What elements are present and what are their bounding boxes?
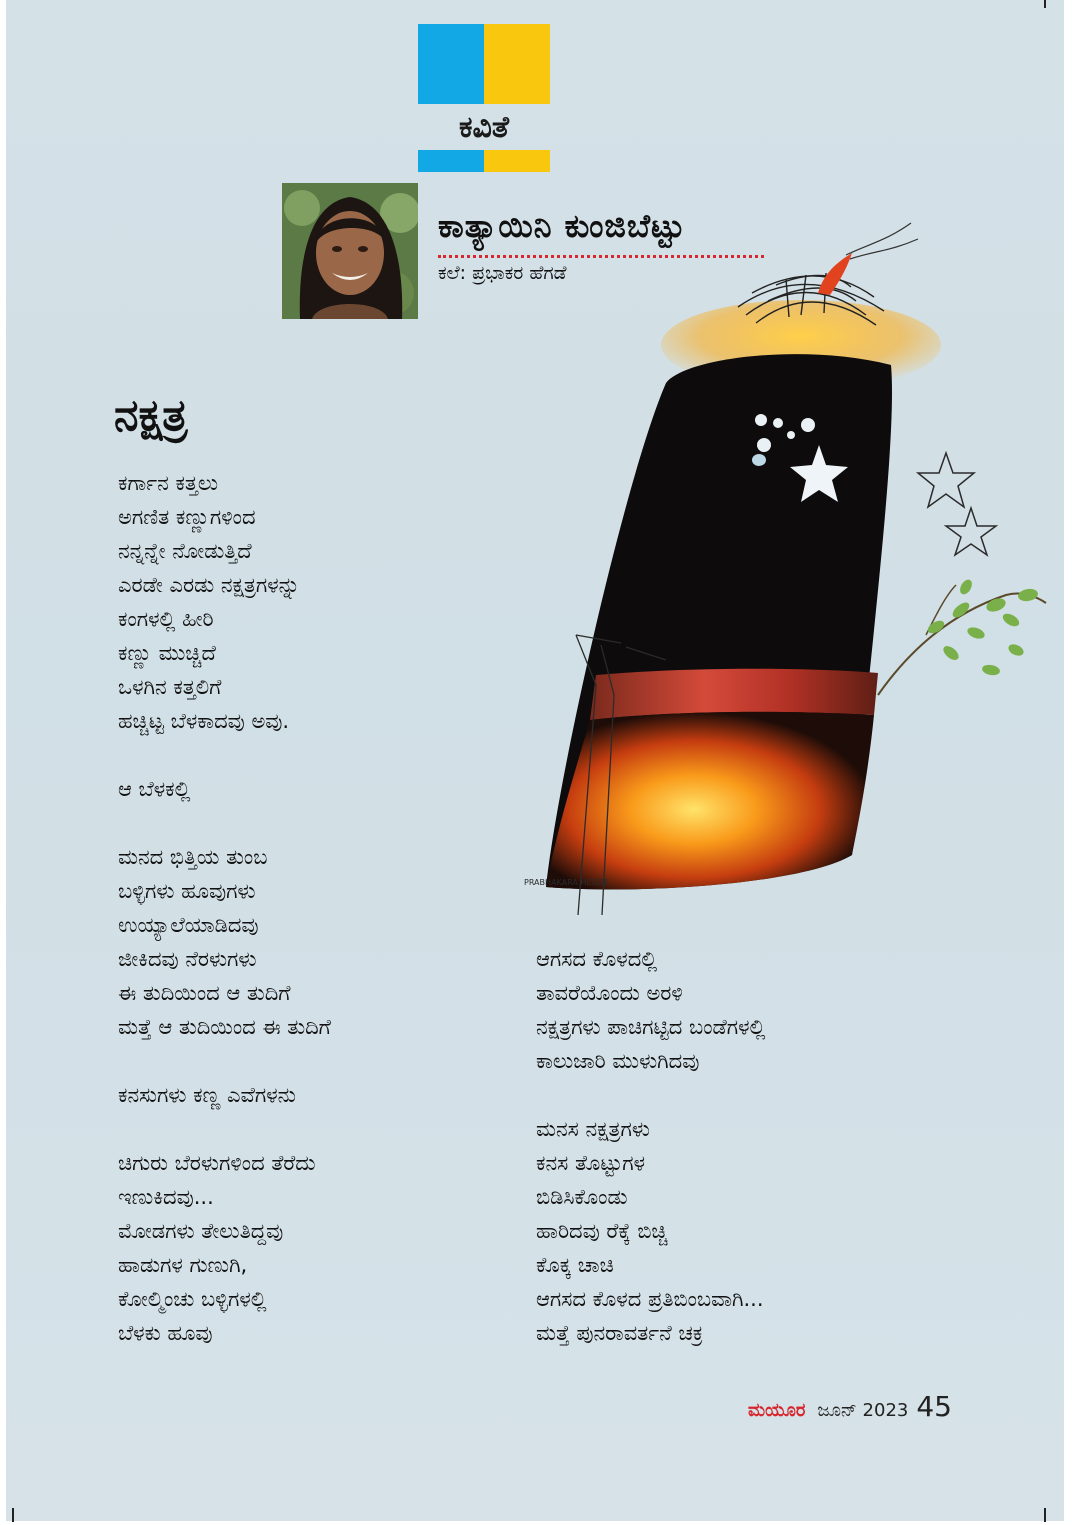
poem-line: ಕಾಲುಜಾರಿ ಮುಳುಗಿದವು — [536, 1049, 700, 1073]
badge-yellow-block — [484, 24, 550, 104]
badge-top-bar — [418, 24, 550, 104]
poem-line: ಮತ್ತೆ ಆ ತುದಿಯಿಂದ ಈ ತುದಿಗೆ — [118, 1015, 331, 1039]
art-credit: ಕಲೆ: ಪ್ರಭಾಕರ ಹೆಗಡೆ — [438, 262, 567, 284]
stanza-break — [118, 806, 331, 840]
poem-right-column — [536, 942, 765, 1350]
poem-line: ಈ ತುದಿಯಿಂದ ಆ ತುದಿಗೆ — [118, 981, 291, 1005]
poem-line: ತಾವರೆಯೊಂದು ಅರಳಿ — [536, 981, 683, 1005]
poem-line: ನಕ್ಷತ್ರಗಳು ಪಾಚಿಗಟ್ಟಿದ ಬಂಡೆಗಳಲ್ಲಿ — [536, 1015, 766, 1039]
poem-line: ಹಚ್ಚಿಟ್ಟ ಬೆಳಕಾದವು ಅವು. — [118, 709, 290, 733]
author-name: ಕಾತ್ಯಾಯಿನಿ ಕುಂಜಿಬೆಟ್ಟು — [438, 207, 686, 245]
poem-line: ಮನಸ ನಕ್ಷತ್ರಗಳು — [536, 1117, 650, 1141]
illustration — [506, 215, 1051, 930]
poem-line: ಆಗಸದ ಕೊಳದ ಪ್ರತಿಬಿಂಬವಾಗಿ... — [536, 1287, 764, 1311]
section-badge — [418, 24, 550, 172]
author-photo — [282, 183, 418, 319]
poem-left-column — [118, 466, 331, 1350]
poem-line: ಆಗಸದ ಕೊಳದಲ್ಲಿ — [536, 947, 658, 971]
poem-line: ಹಾರಿದವು ರೆಕ್ಕೆ ಬಿಚ್ಚಿ — [536, 1219, 668, 1243]
poem-line: ಕೊಕ್ಕ ಚಾಚಿ — [536, 1253, 614, 1277]
poem-line: ಅಗಣಿತ ಕಣ್ಣುಗಳಿಂದ — [118, 505, 256, 529]
poem-line: ಕನಸುಗಳು ಕಣ್ಣ ಎವೆಗಳನು — [118, 1083, 296, 1107]
poem-line: ಕಂಗಳಲ್ಲಿ ಹೀರಿ — [118, 607, 214, 631]
issue-date: ಜೂನ್ 2023 — [817, 1400, 909, 1421]
poem-line: ಬಳ್ಳಿಗಳು ಹೂವುಗಳು — [118, 879, 256, 903]
poem-line: ಕರ್ಗಾನ ಕತ್ತಲು — [118, 471, 219, 495]
poem-line: ಒಳಗಿನ ಕತ್ತಲಿಗೆ — [118, 675, 222, 699]
stanza-break — [118, 1044, 331, 1078]
poem-line: ಆ ಬೆಳಕಲ್ಲಿ — [118, 777, 191, 801]
stanza-break — [118, 1112, 331, 1146]
poem-line: ಮನದ ಭಿತ್ತಿಯ ತುಂಬ — [118, 845, 268, 869]
crop-mark — [1044, 1508, 1046, 1522]
poem-line: ಎರಡೇ ಎರಡು ನಕ್ಷತ್ರಗಳನ್ನು — [118, 573, 300, 597]
shiva-linga-painting-icon — [506, 215, 1051, 930]
poem-line: ಮೋಡಗಳು ತೇಲುತಿದ್ದವು — [118, 1219, 284, 1243]
magazine-name: ಮಯೂರ — [748, 1400, 806, 1421]
poem-line: ಬಿಡಿಸಿಕೊಂಡು — [536, 1185, 628, 1209]
author-portrait-icon — [282, 183, 418, 319]
badge-bottom-bar — [418, 150, 550, 172]
poem-line: ಹಾಡುಗಳ ಗುಣುಗಿ, — [118, 1253, 248, 1277]
section-label: ಕವಿತೆ — [459, 110, 509, 145]
page-number: 45 — [916, 1390, 952, 1423]
page-footer — [748, 1390, 952, 1423]
poem-line: ಕನಸ ತೊಟ್ಟುಗಳ — [536, 1151, 645, 1175]
crop-mark — [12, 1508, 14, 1522]
poem-line: ಜೀಕಿದವು ನೆರಳುಗಳು — [118, 947, 257, 971]
poem-line: ನನ್ನನ್ನೇ ನೋಡುತ್ತಿದೆ — [118, 539, 252, 563]
poem-line: ಕೋಲ್ಮಿಂಚು ಬಳ್ಳಿಗಳಲ್ಲಿ — [118, 1287, 267, 1311]
poem-line: ಚಿಗುರು ಬೆರಳುಗಳಿಂದ ತೆರೆದು — [118, 1151, 316, 1175]
stanza-break — [536, 1078, 765, 1112]
crop-mark — [1044, 0, 1046, 8]
poem-line: ಮತ್ತೆ ಪುನರಾವರ್ತನೆ ಚಕ್ರ — [536, 1321, 704, 1345]
poem-title: ನಕ್ಷತ್ರ — [114, 390, 188, 441]
poem-line: ಕಣ್ಣು ಮುಚ್ಚಿದೆ — [118, 641, 216, 665]
magazine-page — [6, 0, 1064, 1521]
poem-line: ಇಣುಕಿದವು... — [118, 1185, 214, 1209]
badge-blue-block — [418, 24, 484, 104]
stanza-break — [118, 738, 331, 772]
poem-line: ಬೆಳಕು ಹೂವು — [118, 1321, 213, 1345]
poem-line: ಉಯ್ಯಾಲೆಯಾಡಿದವು — [118, 913, 259, 937]
illustration-signature: PRABHAKARA HEGDE — [524, 878, 609, 887]
